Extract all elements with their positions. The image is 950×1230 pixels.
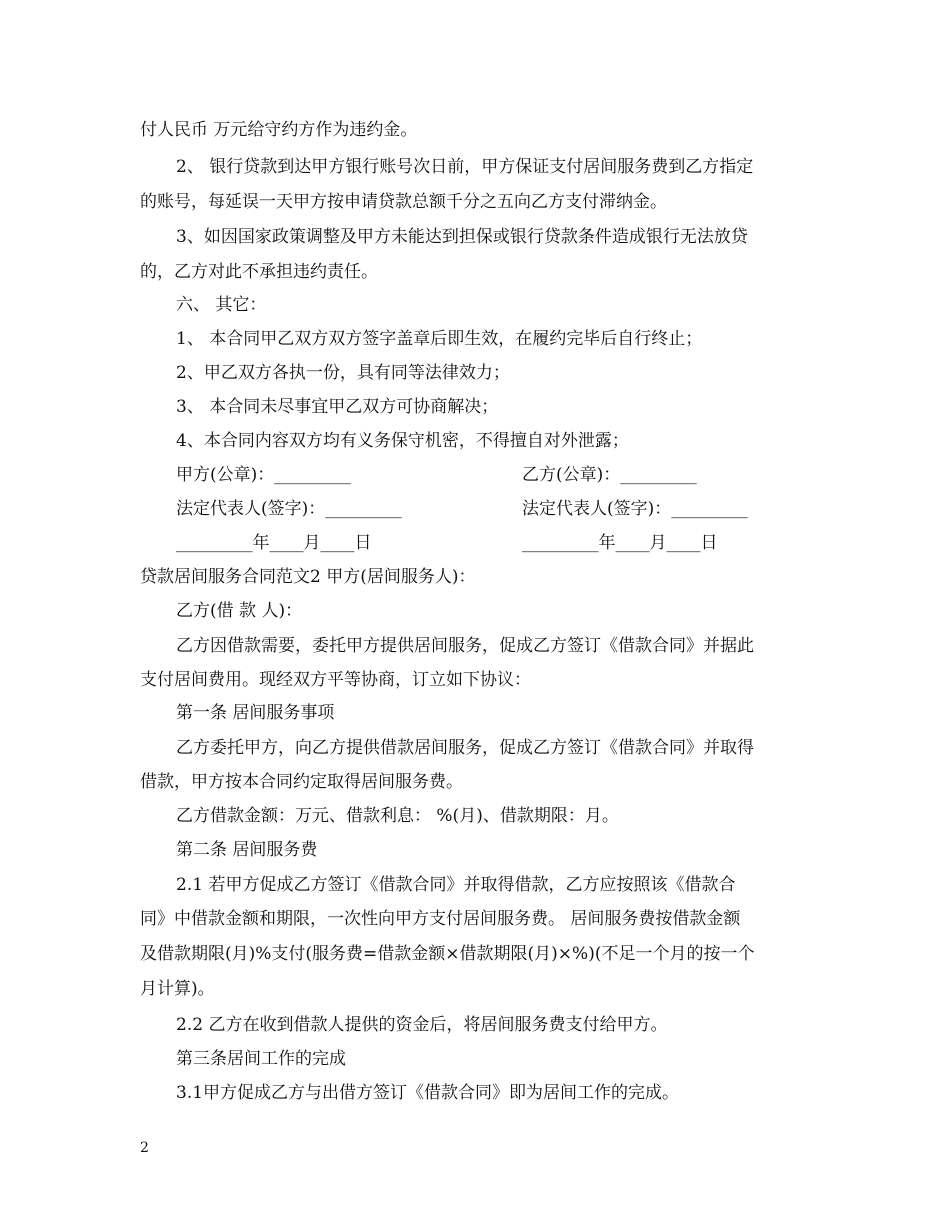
text-line: 3、 本合同未尽事宜甲乙双方可协商解决； (176, 397, 499, 417)
text-line: 及借款期限(月)%支付(服务费=借款金额×借款期限(月)×%)(不足一个月的按一个 (140, 944, 755, 964)
text-line: 乙方(借 款 人)： (176, 601, 303, 621)
party-a-date: _________年____月____日 (176, 533, 372, 553)
text-line: 的，乙方对此不承担违约责任。 (140, 262, 378, 282)
text-line: 付人民币 万元给守约方作为违约金。 (140, 120, 418, 140)
contract-title-line: 贷款居间服务合同范文2 甲方(居间服务人)： (140, 567, 476, 587)
article-heading: 第三条居间工作的完成 (176, 1049, 346, 1069)
text-line: 借款，甲方按本合同约定取得居间服务费。 (140, 772, 463, 792)
party-b-seal: 乙方(公章)：_________ (522, 465, 697, 485)
text-line: 2.1 若甲方促成乙方签订《借款合同》并取得借款，乙方应按照该《借款合 (176, 875, 736, 895)
text-line: 2、甲乙双方各执一份，具有同等法律效力； (176, 363, 510, 383)
page-number: 2 (140, 1140, 149, 1156)
text-line: 2、 银行贷款到达甲方银行账号次日前，甲方保证支付居间服务费到乙方指定 (176, 157, 754, 177)
text-line: 2.2 乙方在收到借款人提供的资金后，将居间服务费支付给甲方。 (176, 1015, 668, 1035)
text-line: 同》中借款金额和期限，一次性向甲方支付居间服务费。 居间服务费按借款金额 (140, 909, 741, 929)
party-b-date: _________年____月____日 (522, 533, 718, 553)
article-heading: 第一条 居间服务事项 (176, 703, 335, 723)
party-a-representative: 法定代表人(签字)：_________ (176, 499, 402, 519)
text-line: 月计算)。 (140, 979, 215, 999)
text-line: 4、本合同内容双方均有义务保守机密，不得擅自对外泄露； (176, 431, 629, 451)
text-line: 支付居间费用。现经双方平等协商，订立如下协议： (140, 670, 531, 690)
party-b-representative: 法定代表人(签字)：_________ (522, 499, 748, 519)
text-line: 乙方借款金额：万元、借款利息： %(月)、借款期限：月。 (176, 806, 619, 826)
party-a-seal: 甲方(公章)：_________ (176, 465, 351, 485)
text-line: 的账号，每延误一天甲方按申请贷款总额千分之五向乙方支付滞纳金。 (140, 192, 667, 212)
text-line: 乙方因借款需要，委托甲方提供居间服务，促成乙方签订《借款合同》并据此 (176, 636, 754, 656)
section-heading: 六、 其它： (176, 295, 267, 315)
text-line: 3.1甲方促成乙方与出借方签订《借款合同》即为居间工作的完成。 (176, 1083, 680, 1103)
text-line: 3、如因国家政策调整及甲方未能达到担保或银行贷款条件造成银行无法放贷 (176, 227, 748, 247)
article-heading: 第二条 居间服务费 (176, 840, 318, 860)
text-line: 乙方委托甲方，向乙方提供借款居间服务，促成乙方签订《借款合同》并取得 (176, 738, 754, 758)
text-line: 1、 本合同甲乙双方双方签字盖章后即生效，在履约完毕后自行终止； (176, 329, 703, 349)
